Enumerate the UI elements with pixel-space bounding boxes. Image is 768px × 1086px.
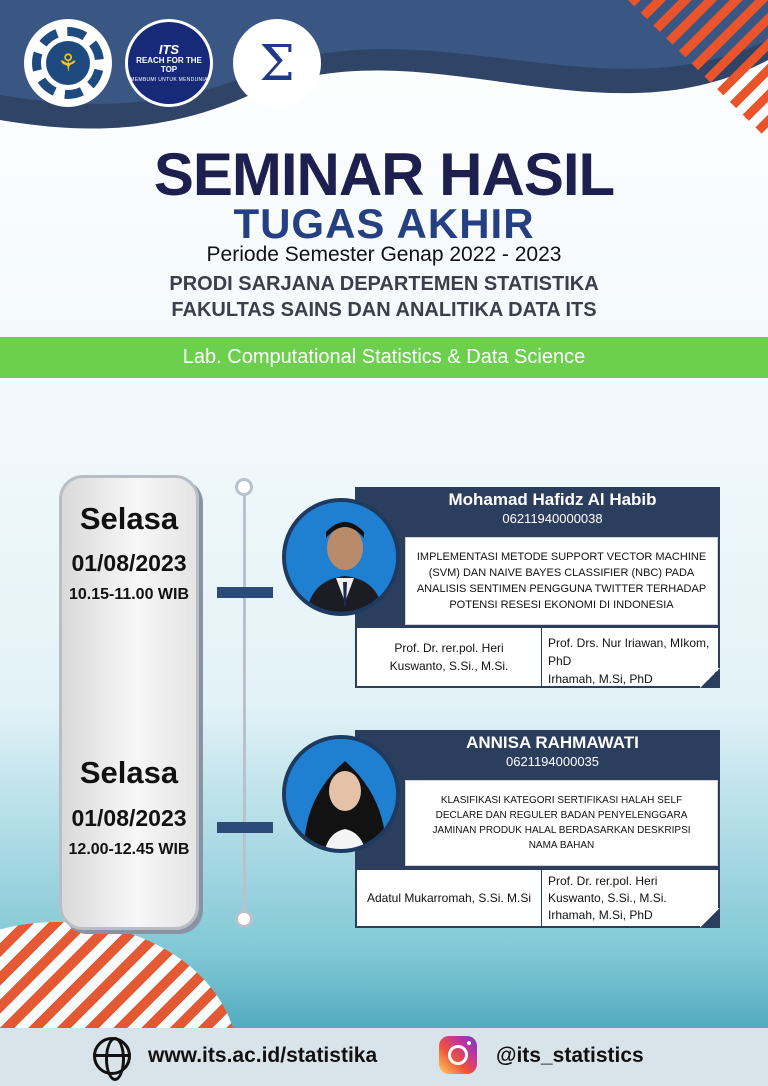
page-fold xyxy=(700,908,720,928)
page-fold xyxy=(700,668,720,688)
timeline-line xyxy=(243,492,246,912)
timeline-node-top xyxy=(235,478,253,496)
statistics-logo xyxy=(236,22,318,104)
reach-for-the-top-logo: ITS REACH FOR THE TOP MEMBUMI UNTUK MENDUNIA xyxy=(128,22,210,104)
instagram-icon-dot xyxy=(467,1041,471,1045)
presenter-2-examiner-2: Irhamah, M.Si, PhD xyxy=(548,908,653,922)
lab-banner: Lab. Computational Statistics & Data Science xyxy=(0,337,768,378)
presenter-2-committee xyxy=(355,870,720,928)
presenter-1-name: Mohamad Hafidz Al Habib xyxy=(448,490,657,509)
period-text: Periode Semester Genap 2022 - 2023 xyxy=(206,243,562,266)
presenter-1-photo xyxy=(282,498,400,616)
session-2-time: 12.00-12.45 WIB xyxy=(68,841,190,858)
its-logo xyxy=(27,22,109,104)
presenter-2-photo xyxy=(282,735,400,853)
schedule-pill xyxy=(59,475,199,930)
presenter-1-nrp: 06211940000038 xyxy=(502,511,603,526)
presenter-1-thesis-title: IMPLEMENTASI METODE SUPPORT VECTOR MACHINE (SVM) DAN NAIVE BAYES CLASSIFIER (NBC) PADA ANALISIS SENTIMEN PENGGUNA TWITTER TERHADAP POTENSI RESESI EKONOMI DI INDONESIA xyxy=(405,537,718,625)
faculty-text: FAKULTAS SAINS DAN ANALITIKA DATA ITS xyxy=(171,299,597,321)
instagram-icon-ring xyxy=(448,1045,468,1065)
presenter-2-nrp: 0621194000035 xyxy=(505,754,600,769)
session-1-time: 10.15-11.00 WIB xyxy=(68,586,190,603)
page-subtitle: TUGAS AKHIR xyxy=(233,200,535,247)
page-title: SEMINAR HASIL xyxy=(153,141,615,208)
session-2-date: 01/08/2023 xyxy=(71,805,187,831)
website-link[interactable]: www.its.ac.id/statistika xyxy=(148,1044,378,1067)
instagram-handle[interactable]: @its_statistics xyxy=(496,1044,644,1067)
session-2-day: Selasa xyxy=(79,755,179,790)
session-1-day: Selasa xyxy=(79,501,179,536)
presenter-1-supervisor: Prof. Dr. rer.pol. Heri Kuswanto, S.Si., M.Si. xyxy=(357,628,542,686)
prodi-text: PRODI SARJANA DEPARTEMEN STATISTIKA xyxy=(169,273,599,295)
presenter-2-name: ANNISA RAHMAWATI xyxy=(466,733,639,752)
timeline-node-bottom xyxy=(235,910,253,928)
presenter-1-examiner-2: Irhamah, M.Si, PhD xyxy=(548,672,653,686)
presenter-1-committee xyxy=(355,628,720,688)
globe-icon xyxy=(93,1037,131,1075)
presenter-1-examiner-1: Prof. Drs. Nur Iriawan, MIkom, PhD xyxy=(548,636,710,668)
timeline-connector-1 xyxy=(217,587,273,598)
presenter-2-thesis-title: KLASIFIKASI KATEGORI SERTIFIKASI HALAH SELF DECLARE DAN REGULER BADAN PENYELENGGARA JAMINAN PRODUK HALAL BERDASARKAN DESKRIPSI NAMA BAHAN xyxy=(405,780,718,866)
presenter-2-header xyxy=(355,730,720,778)
sigma-icon: Σ xyxy=(259,34,295,92)
timeline-connector-2 xyxy=(217,822,273,833)
session-1-date: 01/08/2023 xyxy=(71,550,187,576)
presenter-2-examiner-1: Prof. Dr. rer.pol. Heri Kuswanto, S.Si., M.Si. xyxy=(548,874,667,905)
presenter-2-supervisor: Adatul Mukarromah, S.Si. M.Si xyxy=(357,870,542,926)
lotus-icon: ⚘ xyxy=(46,41,90,85)
presenter-1-header xyxy=(355,487,720,535)
